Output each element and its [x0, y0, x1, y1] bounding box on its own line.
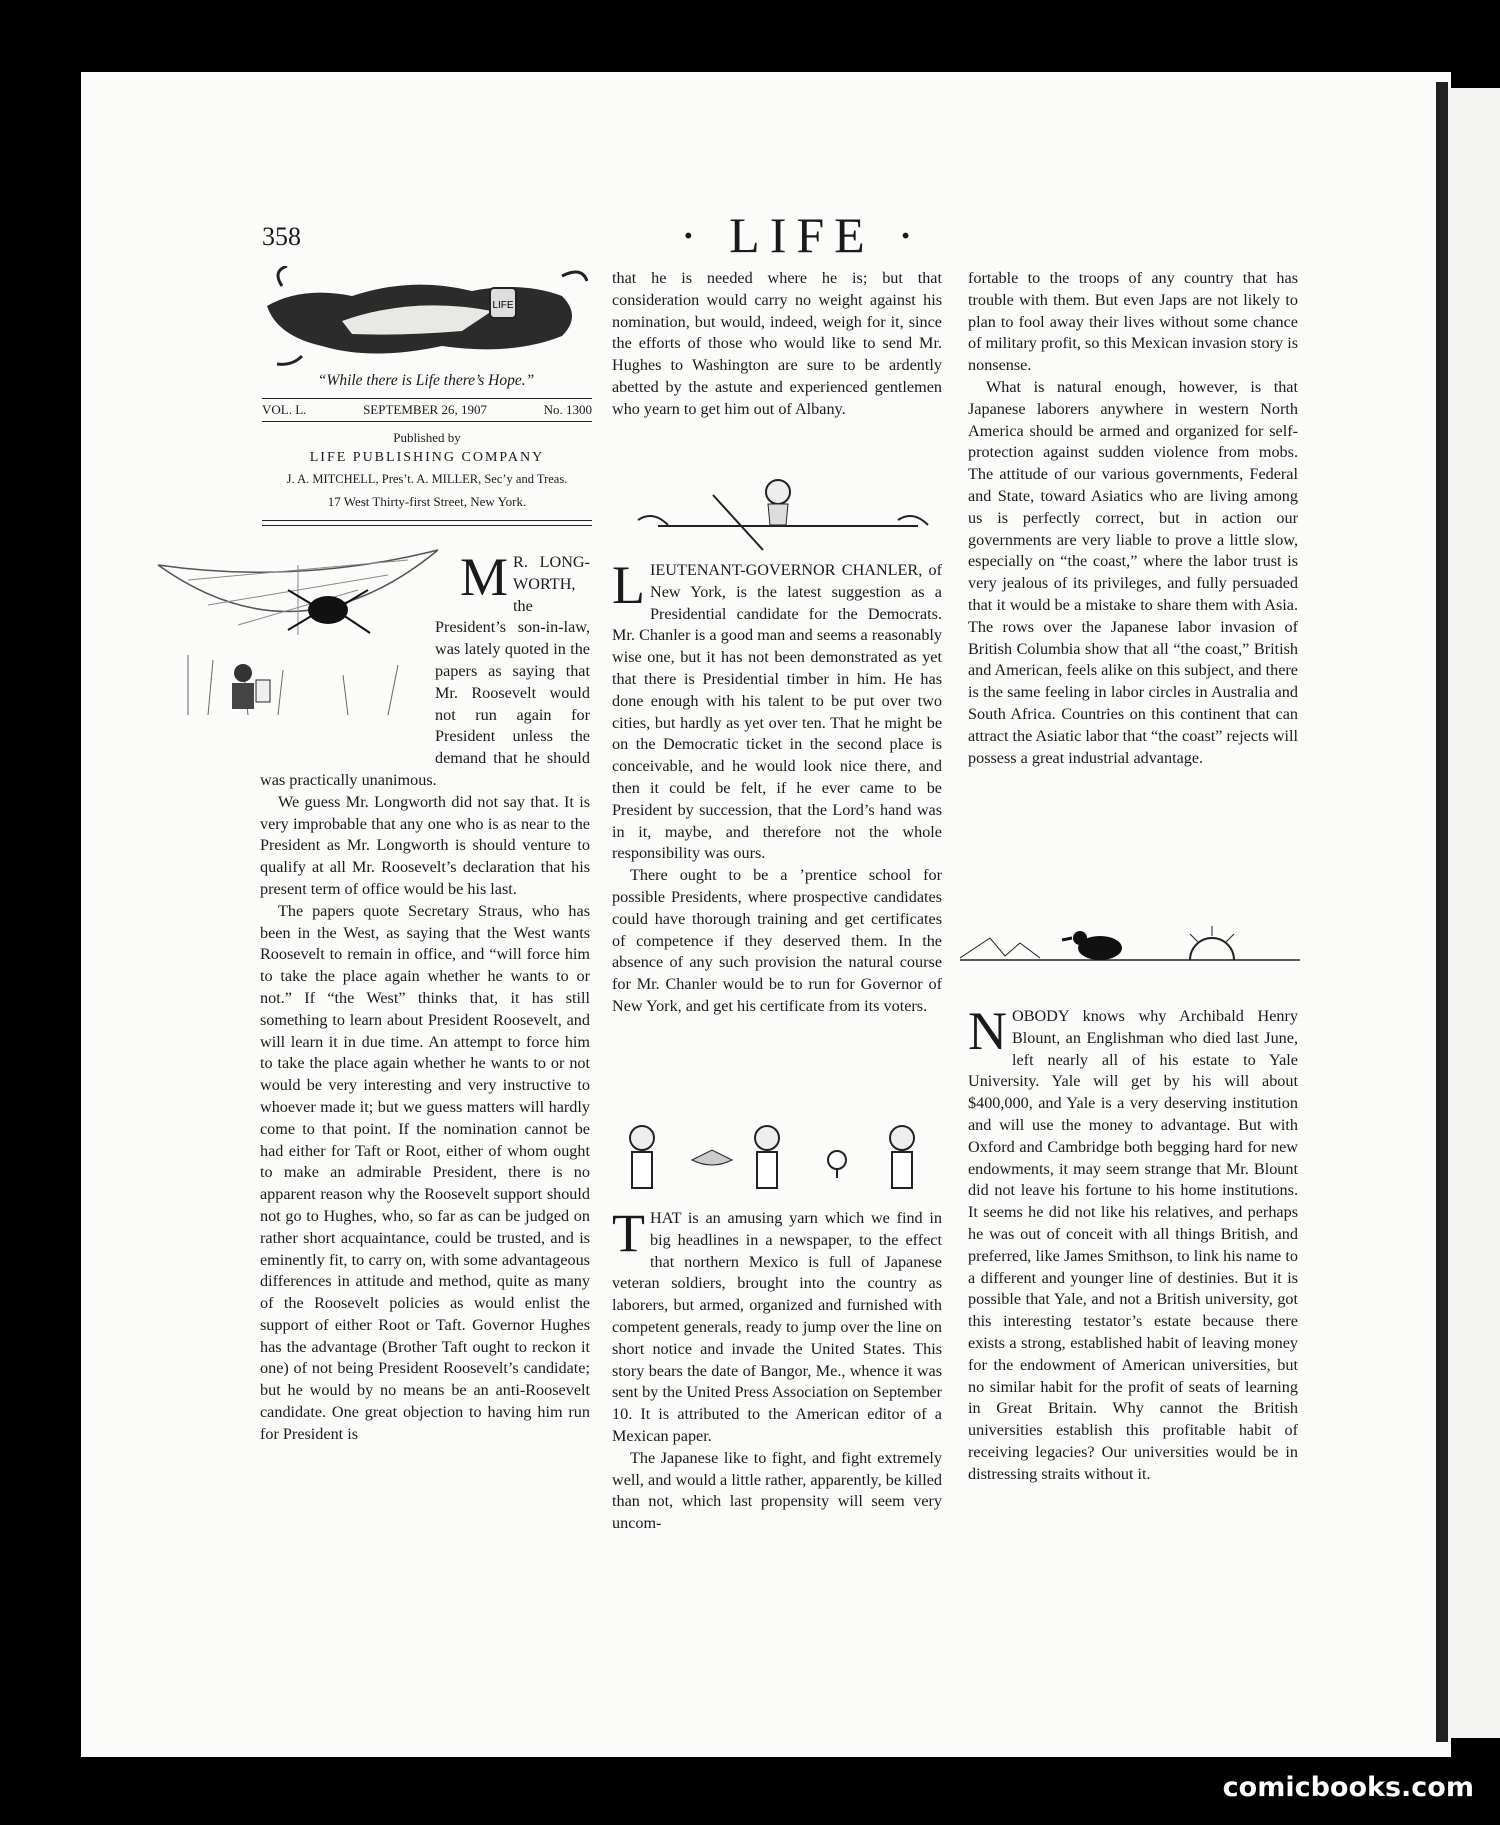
rule-bottom-1 — [262, 520, 592, 521]
article-longworth-p3: The papers quote Secretary Straus, who has been in the West, as saying that the West wants Roosevelt to remain in office, and “will force him to take the place again whether he wants to or not.” If “the West” thinks that, it has still something to learn about President Roosevelt, and will learn it in due time. An attempt to force him to take the place again whether he wants to or not would be very interesting and very instructive to whoever made it; but we guess matters will hardly come to that point. If the nomination cannot be had either for Taft or Root, either of whom ought to make an admirable President, there is no apparent reason why the Roosevelt support should not go to Hughes, who, so far as can be judged on rather short acquaintance, could be trusted, and is eminently fit, to carry on, with some advantageous differences in attitude and method, quite as many of the Roosevelt policies as would enlist the support of either Root or Taft. Governor Hughes has the advantage (Brother Taft ought to reckon it one) of not being President Roosevelt’s candidate; but he would by no means be an anti-Roosevelt candidate. One great objection to having him run for President is — [260, 901, 590, 1443]
dropcap-m: M — [460, 547, 509, 607]
column-3-bottom — [968, 1001, 1298, 1486]
page-gutter — [1436, 82, 1448, 1742]
publisher-officers: J. A. MITCHELL, Pres’t. A. MILLER, Sec’y and Treas. — [286, 472, 568, 486]
watermark: comicbooks.com — [1222, 1772, 1474, 1803]
page-number: 358 — [262, 222, 301, 251]
dropcap-l: L — [612, 555, 645, 615]
article-longworth-p2: We guess Mr. Longworth did not say that. It is very improbable that any one who is as near to the President as Mr. Longworth is should venture to qualify at all Mr. Roosevelt’s declaration that his present term of office would be his last. — [260, 792, 590, 898]
article-chanler-p1: LIEUTENANT-GOVERNOR CHANLER, of New York, is the latest suggestion as a Presidential candidate for the Democrats. Mr. Chanler is a good man and seems a reasonably wise one, but it has not been demonstrated as yet that there is Presidential timber in him. He has done enough with his talent to be put over two cities, but hardly as yet over ten. That he might be on the Democratic ticket in the second place is conceivable, and he would look nice there, and then it could be felt, if he ever came to be President by succession, that the Lord’s hand was in it, maybe, and therefore not the whole responsibility was ours. — [612, 555, 942, 863]
article-coast-p1: What is natural enough, however, is that Japanese laborers anywhere in western North America should be armed and organized for self-protection against sudden violence from mobs. The attitude of our various governments, Federal and State, toward Asiatics who are living among us is perfectly correct, but in action our governments are very liable to prove a little slow, especially on “the coast,” where the labor trust is very jealous of its privileges, and fully persuaded that it would be a mistake to share them with Asia. The rows over the Japanese labor invasion of British Columbia show that all “the coast,” British and American, feels alike on this subject, and there is the same feeling in labor circles in Australia and South Africa. Countries on this continent that can attract the Asiatic labor that “the coast” rejects will possess a great industrial advantage. — [968, 377, 1298, 767]
crow-sunset-illustration — [960, 918, 1300, 980]
life-shield-label: LIFE — [492, 300, 514, 311]
volume: VOL. L. — [262, 402, 307, 417]
column-3 — [968, 268, 1298, 769]
japanese-children-illustration — [612, 1120, 942, 1200]
article-japanese-p2: The Japanese like to fight, and fight extremely well, and would a little rather, apparently, be killed than not, which last propensity will seem very uncom- — [612, 1448, 942, 1533]
article-hughes-cont: that he is needed where he is; but that consideration would carry no weight against his nomination, but would, indeed, weigh for it, since the efforts of those who would like to send Mr. Hughes to Washington are sure to be ardently abetted by the astute and experienced gentlemen who yearn to get him out of Albany. — [612, 269, 942, 418]
masthead-motto: “While there is Life there’s Hope.” — [317, 372, 535, 389]
article-japanese-p1: THAT is an amusing yarn which we find in big headlines in a newspaper, to the effect that northern Mexico is full of Japanese veteran soldiers, brought into the country as laborers, but armed, organized and furnished with competent generals, ready to jump over the line on short notice and invade the United States. This story bears the date of Bangor, Me., whence it was sent by the United Press Association on September 10. It is attributed to the American editor of a Mexican paper. — [612, 1203, 942, 1445]
masthead-title: · LIFE · — [680, 207, 924, 263]
dropcap-t: T — [612, 1203, 645, 1263]
column-2 — [612, 268, 942, 421]
column-2-lower — [612, 555, 942, 1018]
issue-number: No. 1300 — [543, 402, 592, 417]
issue-date: SEPTEMBER 26, 1907 — [363, 402, 487, 417]
tightrope-cherub-illustration — [628, 470, 938, 562]
publisher-address: 17 West Thirty-first Street, New York. — [327, 494, 527, 509]
rule-top — [262, 398, 592, 399]
dropcap-n: N — [968, 1001, 1007, 1061]
rule-bottom-2 — [262, 525, 592, 526]
publisher-name: LIFE PUBLISHING COMPANY — [309, 450, 545, 465]
rule-middle — [262, 421, 592, 422]
article-japanese-cont: fortable to the troops of any country that has trouble with them. But even Japs are not likely to plan to fool away their lives without some chance of military profit, so this Mexican invasion story is nonsense. — [968, 269, 1298, 375]
volume-line — [262, 402, 592, 418]
facing-page-edge — [1448, 88, 1500, 1738]
article-chanler-p2: There ought to be a ’prentice school for possible Presidents, where prospective candidates could have thorough training and get certificates of competence if they deserved them. In the absence of any such provision the natural course for Mr. Chanler would be to run for Governor of New York, and get his certificate from its voters. — [612, 866, 942, 1015]
published-by: Published by — [393, 430, 461, 445]
column-2-bottom — [612, 1203, 942, 1535]
article-blount: NOBODY knows why Archibald Henry Blount, an Englishman who died last June, left nearly all of his estate to Yale University. Yale will get by his will about $400,000, and Yale is a very deserving institution and will use the money to advantage. But with Oxford and Cambridge both begging hard for new endowments, it may seem strange that Mr. Blount did not leave his fortune to his home institutions. It seems he did not like his relatives, and perhaps he was out of conceit with all things British, and preferred, like James Smithson, to link his name to a different and younger line of destinies. But it is possible that Yale, and not a British university, got this interesting testator’s estate because there exists a strong, established habit of leaving money for the endowment of American universities, but no similar habit for the profit of seats of learning in Great Britain. Why cannot the British universities establish this profitable habit of receiving legacies? Our universities would be in distressing straits without it. — [968, 1001, 1298, 1483]
column-1 — [260, 547, 590, 1446]
article-longworth-p1: R. LONG-WORTH, the President’s son-in-law, was lately quoted in the papers as saying that Mr. Roosevelt would not run again for President unless the demand that he should was practically unanimous. — [260, 553, 590, 789]
masthead-illustration — [262, 266, 592, 368]
